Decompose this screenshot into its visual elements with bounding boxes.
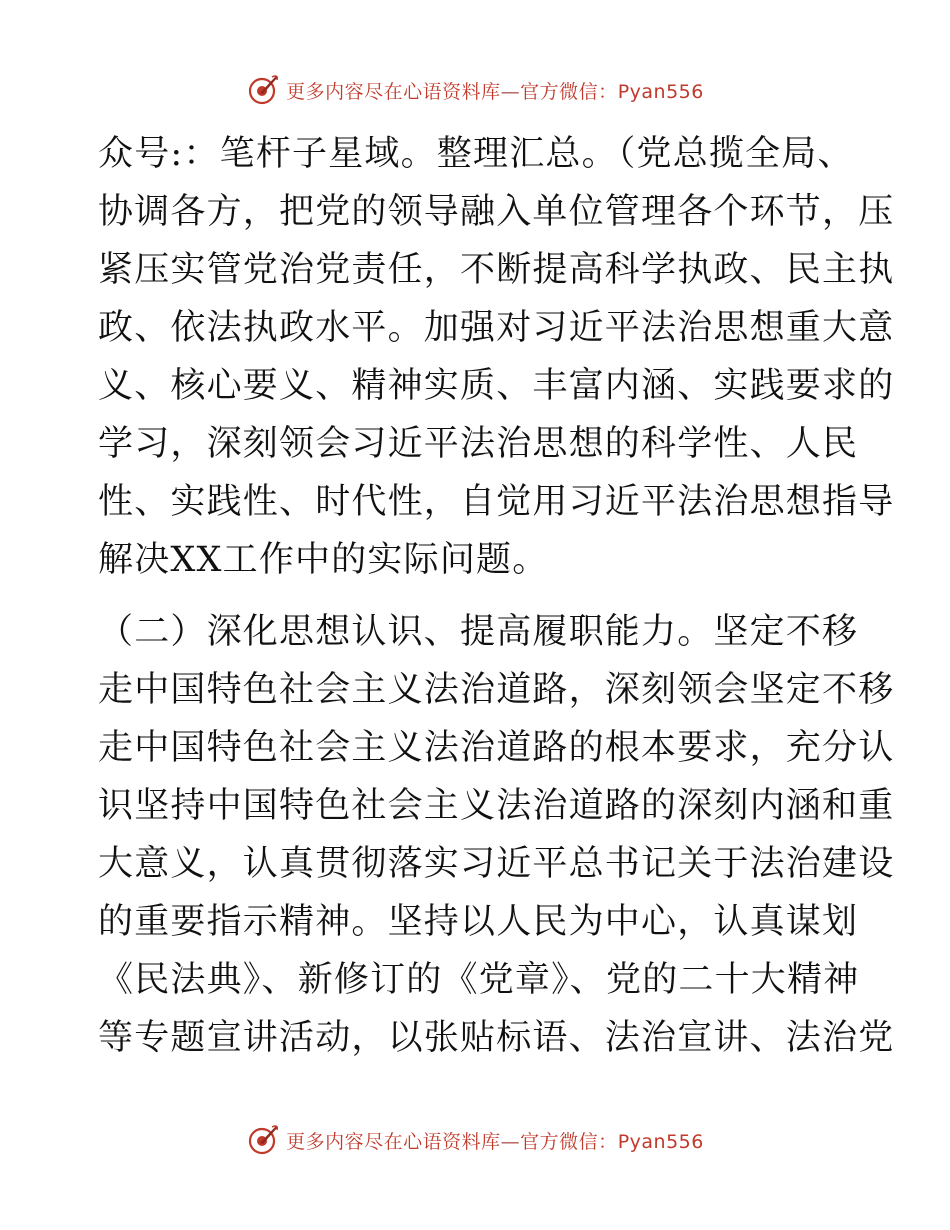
watermark-wechat-label: 官方微信： [520, 1130, 618, 1153]
text-line: 识坚持中国特色社会主义法治道路的深刻内涵和重 [98, 786, 895, 826]
quill-logo-icon [246, 1123, 280, 1157]
text-line: 义、核心要义、精神实质、丰富内涵、实践要求的 [98, 366, 895, 406]
text-line: 解决XX工作中的实际问题。 [98, 540, 549, 580]
text-line: 大意义，认真贯彻落实习近平总书记关于法治建设 [98, 844, 895, 884]
text-line: 走中国特色社会主义法治道路的根本要求，充分认 [98, 728, 895, 768]
watermark-site-text: 更多内容尽在心语资料库 [286, 1130, 501, 1153]
text-line: 《民法典》、新修订的《党章》、党的二十大精神 [98, 960, 860, 1000]
watermark-wechat-id: Pyan556 [617, 1130, 704, 1153]
watermark-site-text: 更多内容尽在心语资料库 [286, 80, 501, 103]
text-line: 学习，深刻领会习近平法治思想的科学性、人民 [98, 424, 859, 464]
watermark-wechat-label: 官方微信： [520, 80, 618, 103]
text-line: 政、依法执政水平。加强对习近平法治思想重大意 [98, 308, 895, 348]
quill-logo-icon [246, 73, 280, 107]
text-line: 协调各方，把党的领导融入单位管理各个环节，压 [98, 192, 895, 232]
text-line: 走中国特色社会主义法治道路，深刻领会坚定不移 [98, 670, 895, 710]
text-line: 的重要指示精神。坚持以人民为中心，认真谋划 [98, 902, 859, 942]
paragraph-spacer [98, 589, 858, 603]
text-line: 紧压实管党治党责任，不断提高科学执政、民主执 [98, 250, 895, 290]
watermark-text [286, 1127, 704, 1154]
text-line: （二）深化思想认识、提高履职能力。坚定不移 [98, 612, 859, 652]
watermark-separator: — [500, 80, 521, 103]
text-line: 众号:：笔杆子星域。整理汇总。（党总揽全局、 [98, 134, 854, 174]
text-line: 性、实践性、时代性，自觉用习近平法治思想指导 [98, 482, 895, 522]
header-watermark [0, 70, 950, 110]
text-line: 等专题宣讲活动，以张贴标语、法治宣讲、法治党 [98, 1018, 895, 1058]
watermark-separator: — [500, 1130, 521, 1153]
footer-watermark [0, 1120, 950, 1160]
watermark-text [286, 77, 704, 104]
paragraph [98, 603, 895, 1067]
watermark-wechat-id: Pyan556 [617, 80, 704, 103]
paragraph [98, 125, 895, 589]
document-body [98, 125, 895, 1067]
